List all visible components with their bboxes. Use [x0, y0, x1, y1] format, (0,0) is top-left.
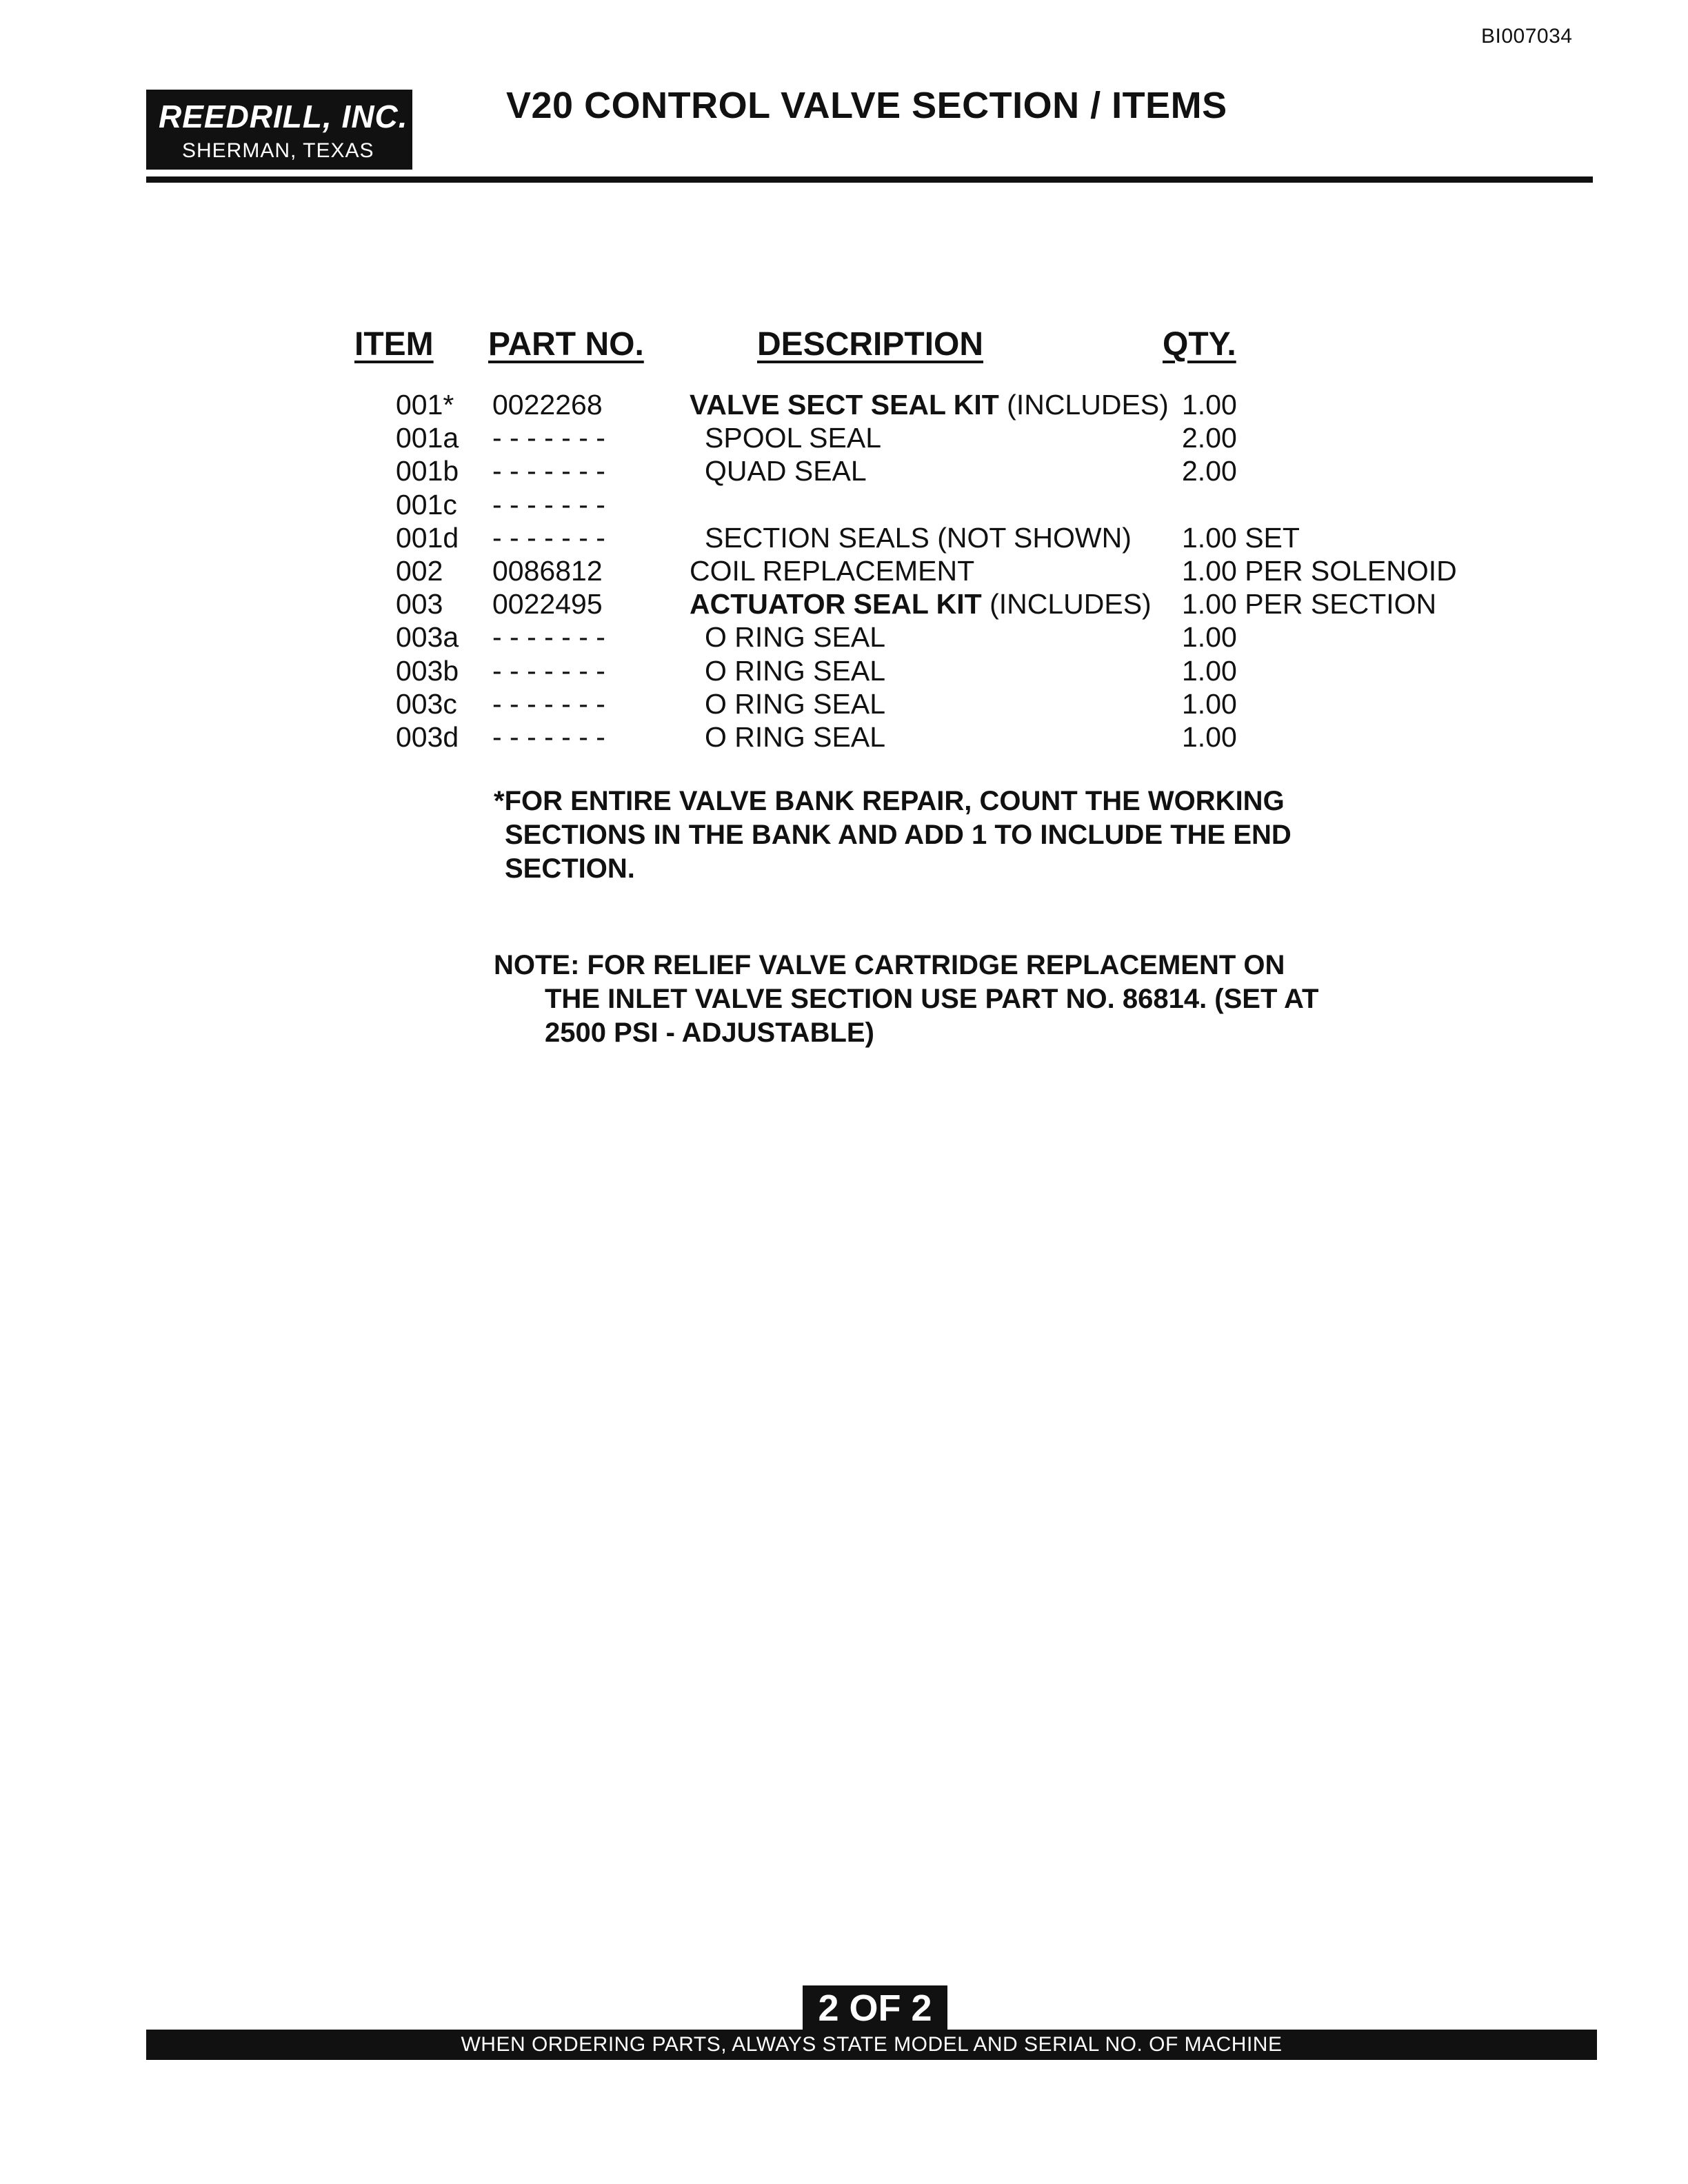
item-number: 003d: [396, 720, 459, 753]
description: [705, 655, 885, 687]
quantity: 1.00: [1182, 389, 1237, 421]
quantity: 1.00: [1182, 687, 1237, 720]
description-text: O RING SEAL: [705, 654, 886, 687]
quantity: 1.00 SET: [1182, 521, 1300, 554]
table-row: [0, 489, 1688, 522]
page-title: V20 CONTROL VALVE SECTION / ITEMS: [506, 85, 1227, 126]
item-number: 001d: [396, 521, 459, 554]
part-number: 0022495: [492, 588, 603, 620]
item-number: 003a: [396, 621, 459, 654]
company-logo: [146, 90, 412, 170]
description: [690, 555, 974, 587]
description-text: SECTION SEALS (NOT SHOWN): [705, 521, 1132, 554]
description-kit-name: VALVE SECT SEAL KIT: [690, 389, 999, 421]
column-header-item: ITEM: [354, 326, 434, 363]
description-text: QUAD SEAL: [705, 455, 867, 487]
part-number: - - - - - - -: [492, 621, 605, 654]
relief-valve-note: [494, 949, 1390, 1050]
description-kit-name: ACTUATOR SEAL KIT: [690, 588, 982, 620]
table-row: [0, 688, 1688, 721]
part-number: - - - - - - -: [492, 687, 605, 720]
table-row: [0, 422, 1688, 455]
footer-bar: WHEN ORDERING PARTS, ALWAYS STATE MODEL AND SERIAL NO. OF MACHINE: [146, 2030, 1597, 2060]
parts-table: [0, 389, 1688, 754]
item-number: 003: [396, 588, 443, 620]
part-number: 0086812: [492, 554, 603, 587]
footnote-line: SECTION.: [505, 853, 635, 884]
note-line: THE INLET VALVE SECTION USE PART NO. 86814. (SET AT: [545, 984, 1319, 1014]
column-header-part-no: PART NO.: [488, 326, 644, 363]
item-number: 003c: [396, 687, 457, 720]
description-text: (INCLUDES): [981, 588, 1152, 620]
description: [705, 522, 1132, 554]
table-row: [0, 455, 1688, 488]
header-rule: [146, 176, 1593, 183]
note-line: NOTE: FOR RELIEF VALVE CARTRIDGE REPLACEMENT ON: [494, 950, 1285, 980]
quantity: 2.00: [1182, 455, 1237, 487]
company-location: SHERMAN, TEXAS: [182, 139, 374, 162]
description-text: O RING SEAL: [705, 720, 886, 753]
table-row: [0, 588, 1688, 621]
description-text: COIL REPLACEMENT: [690, 554, 975, 587]
item-number: 001c: [396, 488, 457, 520]
part-number: - - - - - - -: [492, 488, 605, 520]
note-line: 2500 PSI - ADJUSTABLE): [545, 1018, 874, 1048]
table-row: [0, 721, 1688, 754]
part-number: - - - - - - -: [492, 422, 605, 454]
description: [705, 688, 885, 720]
description-text: (INCLUDES): [998, 389, 1169, 421]
quantity: 1.00 PER SECTION: [1182, 588, 1437, 620]
footnote: [494, 785, 1376, 886]
description-text: O RING SEAL: [705, 687, 886, 720]
item-number: 002: [396, 554, 443, 587]
table-row: [0, 655, 1688, 688]
item-number: 001*: [396, 389, 454, 421]
quantity: 1.00: [1182, 654, 1237, 687]
table-row: [0, 621, 1688, 654]
item-number: 003b: [396, 654, 459, 687]
description: [705, 621, 885, 654]
table-row: [0, 522, 1688, 555]
footnote-line: SECTIONS IN THE BANK AND ADD 1 TO INCLUDE THE END: [505, 820, 1292, 850]
footnote-line: *FOR ENTIRE VALVE BANK REPAIR, COUNT THE WORKING: [494, 786, 1285, 816]
company-name: REEDRILL, INC.: [159, 99, 408, 134]
column-header-description: DESCRIPTION: [757, 326, 984, 363]
description: [690, 389, 1169, 421]
description: [705, 721, 885, 754]
column-header-qty: QTY.: [1163, 326, 1236, 363]
quantity: 1.00: [1182, 720, 1237, 753]
quantity: 2.00: [1182, 422, 1237, 454]
description: [690, 588, 1152, 620]
document-id: BI007034: [1481, 25, 1573, 48]
part-number: - - - - - - -: [492, 455, 605, 487]
part-number: 0022268: [492, 389, 603, 421]
description-text: O RING SEAL: [705, 621, 886, 654]
description-text: SPOOL SEAL: [705, 422, 881, 454]
item-number: 001a: [396, 422, 459, 454]
part-number: - - - - - - -: [492, 720, 605, 753]
part-number: - - - - - - -: [492, 521, 605, 554]
part-number: - - - - - - -: [492, 654, 605, 687]
table-row: [0, 389, 1688, 422]
quantity: 1.00 PER SOLENOID: [1182, 554, 1457, 587]
page-number-badge: 2 OF 2: [803, 1985, 947, 2031]
description: [705, 422, 881, 454]
item-number: 001b: [396, 455, 459, 487]
quantity: 1.00: [1182, 621, 1237, 654]
table-row: [0, 555, 1688, 588]
description: [705, 455, 867, 487]
